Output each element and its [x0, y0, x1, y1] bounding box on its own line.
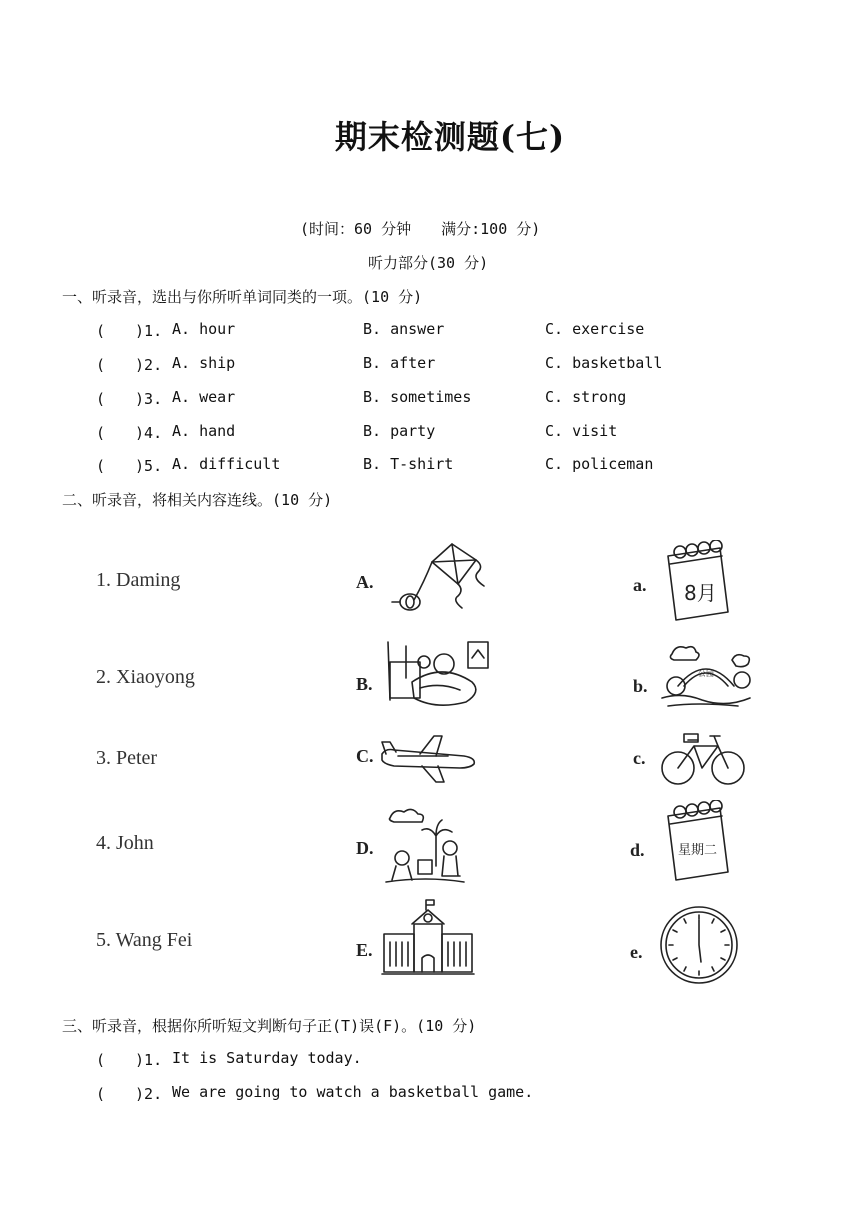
page-title: 期末检测题(七): [334, 118, 566, 156]
small-label-b: b.: [633, 676, 648, 696]
picture-label-c: C.: [356, 746, 374, 766]
s1-q4-b: B. party: [363, 422, 436, 440]
picture-label-e: E.: [356, 940, 373, 960]
sleeping-boy-icon[interactable]: [384, 638, 492, 714]
s1-q2-c: C. basketball: [545, 354, 663, 372]
s3-q2-text: We are going to watch a basketball game.: [172, 1083, 534, 1101]
kite-icon[interactable]: [384, 540, 496, 616]
calendar-august-icon[interactable]: [662, 540, 732, 624]
park-icon[interactable]: [658, 640, 754, 710]
airplane-icon[interactable]: [378, 732, 478, 786]
s1-q5-num[interactable]: ( )5.: [96, 457, 163, 475]
s3-q2-num[interactable]: ( )2.: [96, 1085, 163, 1103]
part-heading: 听力部分(30 分): [368, 254, 489, 272]
s1-q3-a: A. wear: [172, 388, 236, 406]
section1-heading: 一、听录音，选出与你所听单词同类的一项。(10 分): [62, 288, 423, 306]
s1-q2-num[interactable]: ( )2.: [96, 356, 163, 374]
s1-q4-a: A. hand: [172, 422, 236, 440]
picture-label-a: A.: [356, 572, 374, 592]
small-label-c: c.: [633, 748, 646, 768]
s1-q5-a: A. difficult: [172, 455, 281, 473]
calendar-tuesday-text: 星期二: [678, 843, 718, 858]
small-label-d: d.: [630, 840, 645, 860]
name-daming[interactable]: 1. Daming: [96, 569, 181, 591]
calendar-august-text: 8月: [684, 581, 717, 605]
s1-q1-a: A. hour: [172, 320, 236, 338]
bicycle-icon[interactable]: [658, 726, 748, 788]
s1-q3-num[interactable]: ( )3.: [96, 390, 163, 408]
beach-children-icon[interactable]: [384, 806, 466, 886]
s1-q4-num[interactable]: ( )4.: [96, 424, 163, 442]
name-peter[interactable]: 3. Peter: [96, 747, 158, 769]
park-sign-text: 公园: [698, 669, 714, 678]
s1-q2-b: B. after: [363, 354, 436, 372]
exam-meta: (时间：60 分钟 满分:100 分): [300, 220, 541, 238]
name-wang-fei[interactable]: 5. Wang Fei: [96, 929, 193, 951]
section3-heading: 三、听录音，根据你所听短文判断句子正(T)误(F)。(10 分): [62, 1017, 477, 1035]
school-building-icon[interactable]: [380, 898, 476, 978]
picture-label-b: B.: [356, 674, 373, 694]
s1-q3-c: C. strong: [545, 388, 627, 406]
calendar-tuesday-icon[interactable]: [662, 800, 732, 884]
small-label-e: e.: [630, 942, 643, 962]
picture-label-d: D.: [356, 838, 374, 858]
s1-q5-c: C. policeman: [545, 455, 654, 473]
name-john[interactable]: 4. John: [96, 832, 154, 854]
s1-q1-b: B. answer: [363, 320, 445, 338]
small-label-a: a.: [633, 575, 647, 595]
name-xiaoyong[interactable]: 2. Xiaoyong: [96, 666, 195, 688]
s1-q4-c: C. visit: [545, 422, 618, 440]
clock-icon[interactable]: [658, 904, 740, 986]
s3-q1-num[interactable]: ( )1.: [96, 1051, 163, 1069]
s1-q1-c: C. exercise: [545, 320, 645, 338]
s3-q1-text: It is Saturday today.: [172, 1049, 362, 1067]
s1-q1-num[interactable]: ( )1.: [96, 322, 163, 340]
section2-heading: 二、听录音，将相关内容连线。(10 分): [62, 491, 333, 509]
s1-q2-a: A. ship: [172, 354, 236, 372]
s1-q5-b: B. T-shirt: [363, 455, 454, 473]
s1-q3-b: B. sometimes: [363, 388, 472, 406]
